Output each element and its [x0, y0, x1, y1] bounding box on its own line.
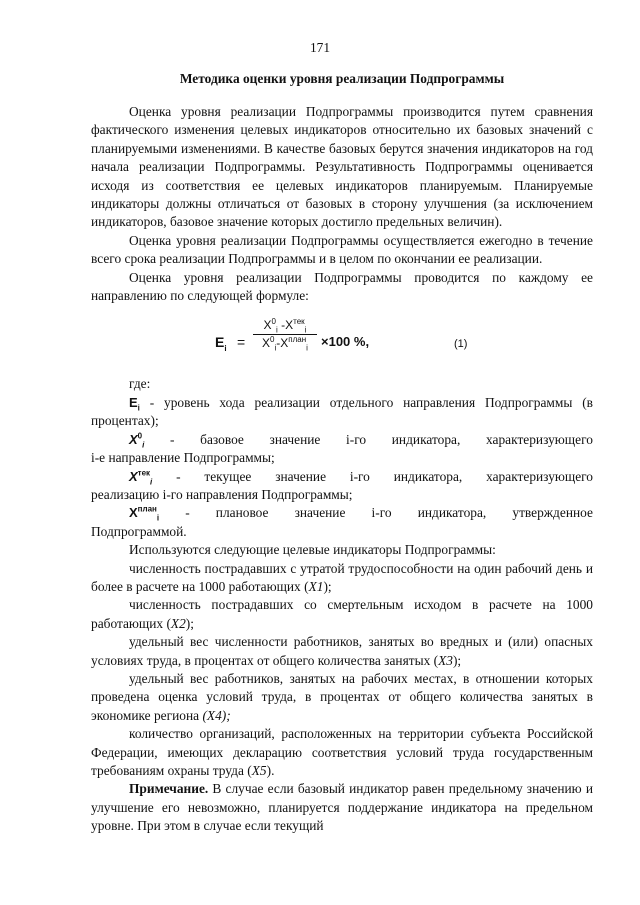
symbol-e: $E_i$ — [129, 394, 140, 413]
symbol-xplan: $X^{план}_i$ — [129, 504, 160, 523]
paragraph-frequency: Оценка уровня реализации Подпрограммы осуществляется ежегодно в течение всего срока реализации Подпрограммы и в целом по окончании ее реализации. — [91, 232, 593, 267]
definition-xtek: $X^{тек}_i$ - текущее значение i-го индикатора, характеризующего — [129, 468, 593, 487]
formula-fraction — [253, 317, 317, 351]
indicator-x2: численность пострадавших со смертельным исходом в расчете на 1000 работающих (X2); — [91, 597, 593, 631]
definition-xplan: $X^{план}_i$ - плановое значение i-го индикатора, утвержденное — [129, 504, 593, 523]
formula-1 — [91, 311, 593, 373]
page-title: Методика оценки уровня реализации Подпрограммы — [179, 71, 505, 86]
definition-xplan-tail: Подпрограммой. — [91, 523, 187, 539]
formula-number: (1) — [454, 338, 468, 351]
note-paragraph: Примечание. В случае если базовый индикатор равен предельному значению и улучшение его невозможно, планируется поддержание индикатора на предельном уровне. При этом в случае если текущий — [91, 781, 593, 834]
definition-e: $E_i$ - уровень хода реализации отдельного направления Подпрограммы (в процентах); — [91, 394, 593, 429]
formula-multiplier: ×100 %, — [321, 334, 370, 350]
formula-denominator: $X^0_i-X^{план}_i$ — [262, 335, 308, 353]
note-label: Примечание. — [129, 781, 209, 797]
definition-x0: $X^0_i$ - базовое значение i-го индикатора, характеризующего — [129, 431, 593, 450]
formula-equals: = — [237, 334, 246, 351]
where-label: где: — [129, 376, 151, 392]
symbol-xtek: $X^{тек}_i$ — [129, 468, 153, 487]
indicator-x4: удельный вес работников, занятых на рабочих местах, в отношении которых проведена оценка условий труда, в процентах от общего количества занятых в экономике региона (X4); — [91, 670, 593, 723]
symbol-x0: $X^0_i$ — [129, 431, 145, 450]
page-number: 171 — [309, 40, 331, 55]
body-text — [91, 103, 593, 836]
definition-x0-tail: i-е направление Подпрограммы; — [91, 450, 275, 466]
indicators-intro: Используются следующие целевые индикаторы Подпрограммы: — [129, 542, 496, 558]
formula-lhs: $E_i$ — [215, 334, 227, 354]
indicator-x3: удельный вес численности работников, занятых во вредных и (или) опасных условиях труда, в процентах от общего количества занятых (X3); — [91, 634, 593, 668]
indicator-x1: численность пострадавших с утратой трудоспособности на один рабочий день и более в расчете на 1000 работающих (X1); — [91, 560, 593, 594]
paragraph-method: Оценка уровня реализации Подпрограммы производится путем сравнения фактического изменения целевых индикаторов относительно их базовых значений с планируемыми изменениями. В качестве базовых берутся значения индикаторов на год начала реализации Подпрограммы. Результативность Подпрограммы оценивается исходя из соответствия ее целевых индикаторов планируемым. Планируемые индикаторы должны отличаться от базовых в сторону улучшения (за исключением индикаторов, базовое значение которых достигло предельных величин). — [91, 104, 593, 230]
paragraph-formula-intro: Оценка уровня реализации Подпрограммы проводится по каждому ее направлению по следующей формуле: — [91, 269, 593, 304]
formula-numerator: $X^0_i$ $-X^{тек}_i$ — [253, 317, 317, 335]
indicator-x5: количество организаций, расположенных на территории субъекта Российской Федерации, имеющих декларацию соответствия условий труда государственным требованиям охраны труда (X5). — [91, 726, 593, 778]
definition-xtek-tail: реализацию i-го направления Подпрограммы; — [91, 486, 353, 502]
